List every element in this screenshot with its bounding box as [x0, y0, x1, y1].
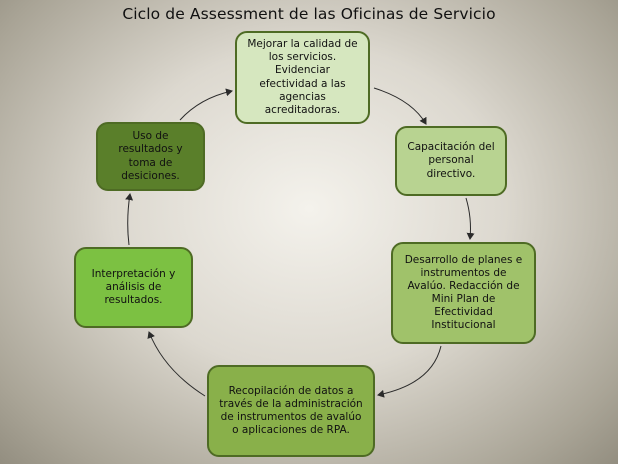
arrow-4-to-5	[149, 332, 205, 396]
step-staff-training: Capacitación del personal directivo.	[395, 126, 507, 196]
arrow-5-to-6	[128, 194, 130, 245]
step-improve-services: Mejorar la calidad de los servicios. Evidenciar efectividad a las agencias acreditadoras.	[235, 31, 370, 124]
step-use-of-results: Uso de resultados y toma de desiciones.	[96, 122, 205, 191]
step-interpretation: Interpretación y análisis de resultados.	[74, 247, 193, 328]
step-data-collection: Recopilación de datos a través de la administración de instrumentos de avalúo o aplicaciones de RPA.	[207, 365, 375, 457]
diagram-title: Ciclo de Assessment de las Oficinas de Servicio	[122, 5, 496, 23]
arrow-1-to-2	[374, 88, 426, 124]
arrow-3-to-4	[378, 346, 441, 395]
step-plan-development: Desarrollo de planes e instrumentos de Avalúo. Redacción de Mini Plan de Efectividad Institucional	[391, 242, 536, 344]
arrow-2-to-3	[466, 198, 471, 239]
arrow-6-to-1	[180, 91, 232, 120]
